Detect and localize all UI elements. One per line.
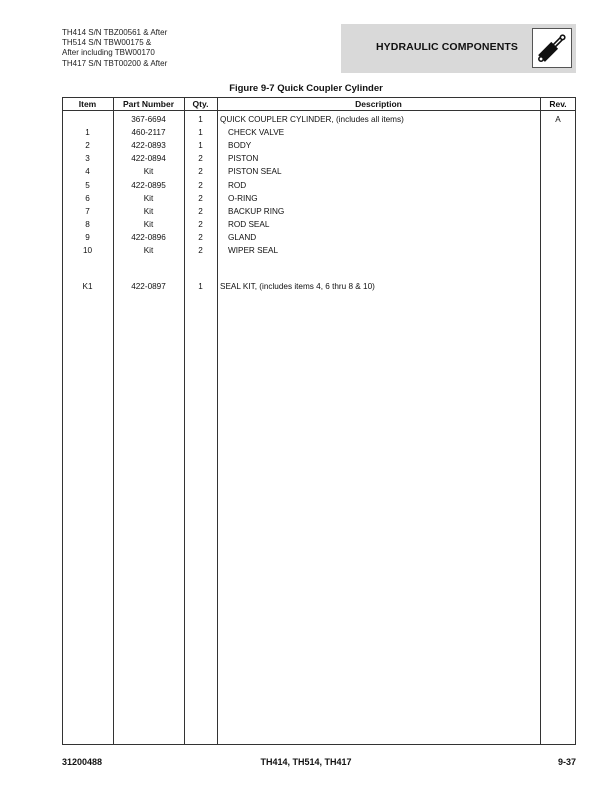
part-number-cell: 422-0894 bbox=[131, 154, 166, 164]
part-number-cell: 422-0895 bbox=[131, 180, 166, 190]
item-cell: 2 bbox=[85, 141, 90, 151]
qty-cell: 1 bbox=[198, 141, 203, 151]
part-number-cell: 460-2117 bbox=[131, 128, 166, 138]
qty-cell: 2 bbox=[198, 167, 203, 177]
rev-cell: A bbox=[555, 115, 561, 124]
description-cell: ROD bbox=[228, 180, 247, 190]
column-divider bbox=[540, 97, 541, 745]
column-header-qty: Qty. bbox=[192, 99, 209, 109]
document-number: 31200488 bbox=[62, 757, 103, 767]
qty-cell: 2 bbox=[198, 246, 203, 255]
model-list: TH414, TH514, TH417 bbox=[260, 757, 352, 767]
qty-cell: 2 bbox=[198, 219, 203, 229]
part-number-cell: Kit bbox=[143, 219, 154, 229]
item-cell: 7 bbox=[85, 206, 90, 216]
item-cell: 3 bbox=[85, 154, 90, 164]
item-cell: 6 bbox=[85, 193, 90, 203]
description-cell: BODY bbox=[228, 141, 252, 151]
section-title: HYDRAULIC COMPONENTS bbox=[376, 41, 519, 53]
qty-cell: 1 bbox=[198, 115, 203, 124]
hydraulic-cylinder-icon bbox=[532, 28, 572, 68]
part-number-cell: Kit bbox=[143, 193, 154, 203]
item-cell: 8 bbox=[85, 219, 90, 229]
serial-line: TH417 S/N TBT00200 & After bbox=[62, 58, 168, 68]
qty-cell: 1 bbox=[198, 282, 203, 291]
description-cell: BACKUP RING bbox=[228, 206, 285, 216]
qty-cell: 1 bbox=[198, 128, 203, 138]
item-cell: 5 bbox=[85, 180, 90, 190]
part-number-cell: 422-0896 bbox=[131, 232, 166, 242]
header-divider bbox=[62, 110, 576, 111]
column-header-rev: Rev. bbox=[549, 99, 567, 109]
description-cell: QUICK COUPLER CYLINDER, (includes all items) bbox=[220, 115, 404, 124]
item-cell: 9 bbox=[85, 232, 90, 242]
item-cell: 10 bbox=[82, 246, 93, 255]
serial-number-block bbox=[62, 28, 167, 69]
description-cell: O-RING bbox=[228, 193, 258, 203]
serial-line: TH514 S/N TBW00175 & bbox=[62, 38, 152, 48]
serial-line: After including TBW00170 bbox=[62, 48, 155, 58]
description-cell: GLAND bbox=[228, 232, 257, 242]
part-number-cell: Kit bbox=[143, 246, 154, 255]
description-cell: ROD SEAL bbox=[228, 219, 270, 229]
figure-title: Figure 9-7 Quick Coupler Cylinder bbox=[229, 83, 383, 94]
serial-line: TH414 S/N TBZ00561 & After bbox=[62, 28, 168, 37]
description-cell: CHECK VALVE bbox=[228, 128, 285, 138]
item-cell: K1 bbox=[82, 282, 93, 291]
description-cell: PISTON SEAL bbox=[228, 167, 282, 177]
qty-cell: 2 bbox=[198, 180, 203, 190]
part-number-cell: 422-0897 bbox=[131, 282, 166, 291]
qty-cell: 2 bbox=[198, 232, 203, 242]
page-number: 9-37 bbox=[557, 757, 576, 767]
column-header-part-number: Part Number bbox=[122, 99, 174, 109]
qty-cell: 2 bbox=[198, 154, 203, 164]
qty-cell: 2 bbox=[198, 193, 203, 203]
description-cell: WIPER SEAL bbox=[228, 246, 279, 255]
part-number-cell: Kit bbox=[143, 167, 154, 177]
part-number-cell: Kit bbox=[143, 206, 154, 216]
column-divider bbox=[217, 97, 218, 745]
item-cell: 4 bbox=[85, 167, 90, 177]
part-number-cell: 422-0893 bbox=[131, 141, 166, 151]
description-cell: SEAL KIT, (includes items 4, 6 thru 8 & 10) bbox=[220, 282, 375, 291]
part-number-cell: 367-6694 bbox=[131, 115, 166, 124]
column-header-description: Description bbox=[355, 99, 402, 109]
item-cell: 1 bbox=[85, 128, 90, 138]
column-header-item: Item bbox=[78, 99, 97, 109]
qty-cell: 2 bbox=[198, 206, 203, 216]
description-cell: PISTON bbox=[228, 154, 259, 164]
